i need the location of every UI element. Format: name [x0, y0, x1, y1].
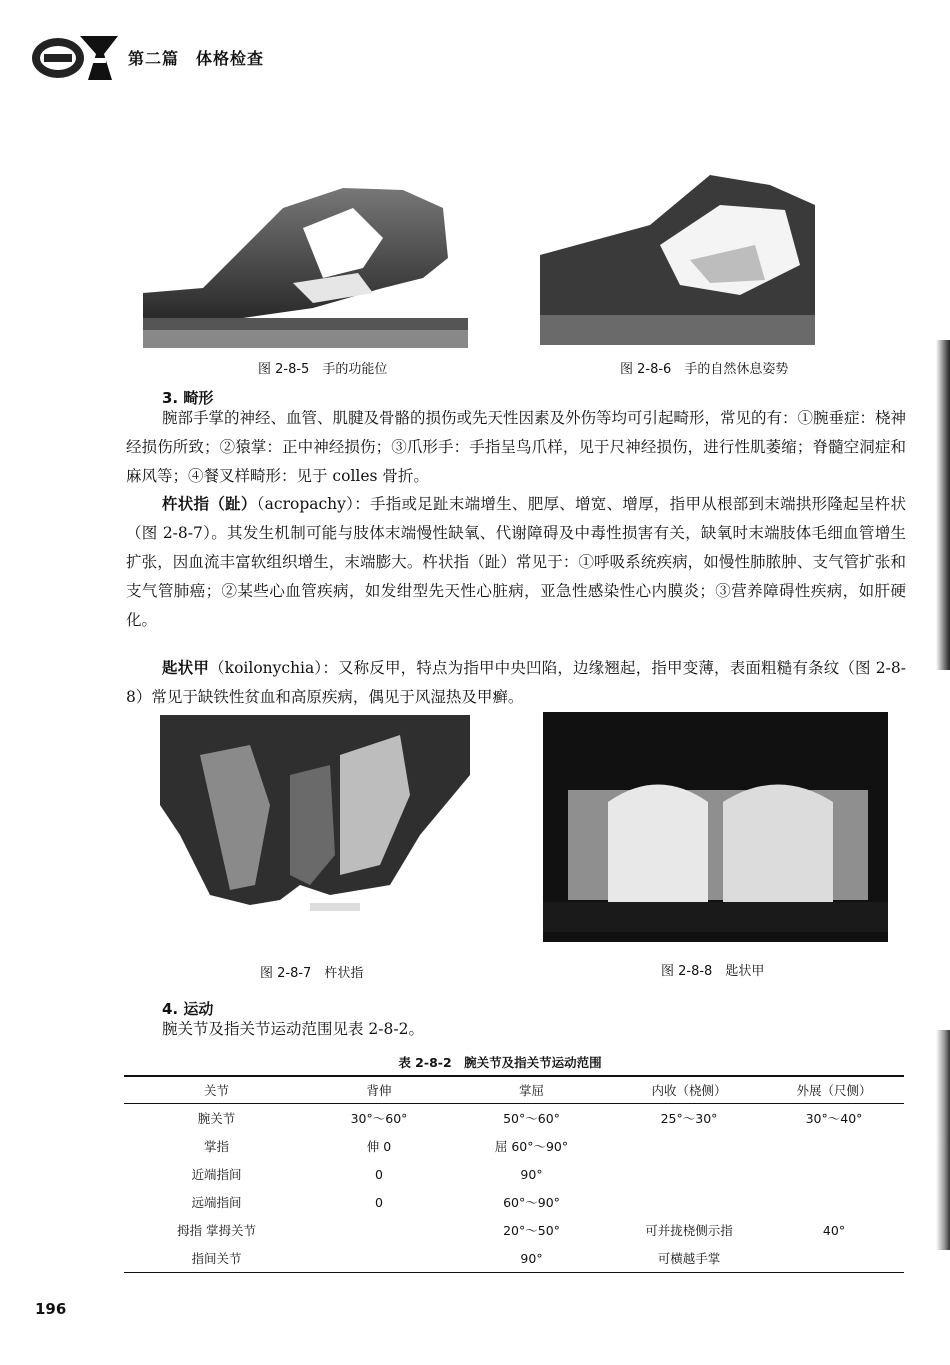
figure-caption: 图 2-8-6 手的自然休息姿势 — [620, 362, 789, 377]
column-header: 背伸 — [309, 1076, 449, 1104]
table-row — [124, 1188, 904, 1216]
table-cell: 0 — [375, 1194, 383, 1210]
table-cell: 50°～60° — [503, 1111, 560, 1126]
table-cell — [614, 1132, 764, 1160]
figure-hand-functional-position — [143, 168, 468, 348]
table-title: 表 2-8-2 腕关节及指关节运动范围 — [398, 1055, 602, 1070]
table-cell: 90° — [520, 1250, 543, 1266]
column-header: 关节 — [124, 1076, 309, 1104]
table-cell: 25°～30° — [660, 1111, 718, 1126]
table-cell — [764, 1160, 904, 1188]
table-row — [124, 1216, 904, 1244]
table-cell — [614, 1160, 764, 1188]
table-cell: 30°～40° — [805, 1111, 863, 1126]
table-cell: 远端指间 — [191, 1195, 242, 1210]
table-row — [124, 1244, 904, 1273]
paragraph-clubbing: 杵状指（趾）（acropachy）：手指或足趾末端增生、肥厚、增宽、增厚，指甲从根部到末端拱形隆起呈杵状（图 2-8-7）。其发生机制可能与肢体末端慢性缺氧、代谢障碍及中毒性损害有关，缺氧时末端肢体毛细血管增生扩张，因血流丰富软组织增生，末端膨大。杵状指（趾）常见于：①呼吸系统疾病，如慢性肺脓肿、支气管扩张和支气管肺癌；②某些心血管疾病，如发绀型先天性心脏病，亚急性感染性心内膜炎；③营养障碍性疾病，如肝硬化。 — [126, 495, 906, 629]
table-row — [124, 1160, 904, 1188]
table-cell: 指间关节 — [191, 1251, 242, 1266]
figure-clubbed-fingers — [160, 715, 470, 915]
table-cell: 可横越手掌 — [657, 1251, 721, 1266]
range-of-motion-table — [124, 1075, 904, 1273]
paragraph-movement: 腕关节及指关节运动范围见表 2-8-2。 — [162, 1020, 424, 1038]
scan-edge-mark — [936, 340, 950, 670]
column-header: 外展（尺侧） — [764, 1076, 904, 1104]
table-cell: 拇指 掌拇关节 — [177, 1223, 256, 1238]
paragraph-deformity: 腕部手掌的神经、血管、肌腱及骨骼的损伤或先天性因素及外伤等均可引起畸形，常见的有：①腕垂症：桡神经损伤所致；②猿掌：正中神经损伤；③爪形手：手指呈鸟爪样，见于尺神经损伤，进行性肌萎缩；脊髓空洞症和麻风等；④餐叉样畸形：见于 colles 骨折。 — [126, 409, 907, 485]
term-koilonychia: 匙状甲 — [162, 659, 210, 677]
table-cell: 30°～60° — [350, 1111, 408, 1126]
figure-caption: 图 2-8-8 匙状甲 — [661, 964, 765, 979]
table-cell — [764, 1188, 904, 1216]
table-cell: 90° — [520, 1166, 543, 1182]
table-row — [124, 1132, 904, 1160]
figure-caption: 图 2-8-5 手的功能位 — [258, 362, 388, 377]
scan-edge-mark — [936, 1030, 950, 1250]
table-cell: 40° — [822, 1222, 846, 1238]
header-title: 第二篇 体格检查 — [128, 49, 265, 68]
section-heading: 3. 畸形 — [162, 389, 214, 407]
table-row — [124, 1104, 904, 1133]
page-header — [30, 30, 330, 86]
column-header: 掌屈 — [449, 1076, 614, 1104]
table-cell: 0 — [375, 1166, 383, 1182]
figure-spoon-nails — [543, 712, 888, 942]
table-cell: 伸 0 — [366, 1139, 392, 1154]
publisher-logo-icon — [30, 30, 120, 84]
paragraph-koilonychia: 匙状甲（koilonychia）：又称反甲，特点为指甲中央凹陷，边缘翘起，指甲变薄，表面粗糙有条纹（图 2-8-8）常见于缺铁性贫血和高原疾病，偶见于风湿热及甲癣。 — [126, 659, 906, 706]
table-header-row — [124, 1076, 904, 1104]
table-cell: 近端指间 — [191, 1167, 242, 1182]
table-cell — [309, 1216, 449, 1244]
column-header: 内收（桡侧） — [614, 1076, 764, 1104]
table-cell: 腕关节 — [197, 1111, 236, 1126]
table-cell: 屈 60°～90° — [494, 1139, 569, 1154]
page-number: 196 — [35, 1300, 67, 1318]
table-cell: 20°～50° — [503, 1223, 560, 1238]
table-cell — [614, 1188, 764, 1216]
figure-caption: 图 2-8-7 杵状指 — [260, 966, 364, 981]
table-cell: 可并拢桡侧示指 — [645, 1223, 733, 1238]
table-cell — [764, 1132, 904, 1160]
section-heading: 4. 运动 — [162, 1000, 214, 1018]
term-clubbing: 杵状指（趾） — [162, 495, 257, 513]
table-cell — [764, 1244, 904, 1273]
table-cell: 60°～90° — [503, 1195, 560, 1210]
table-cell — [309, 1244, 449, 1273]
table-cell: 掌指 — [203, 1139, 229, 1154]
figure-hand-resting-posture — [540, 165, 815, 345]
